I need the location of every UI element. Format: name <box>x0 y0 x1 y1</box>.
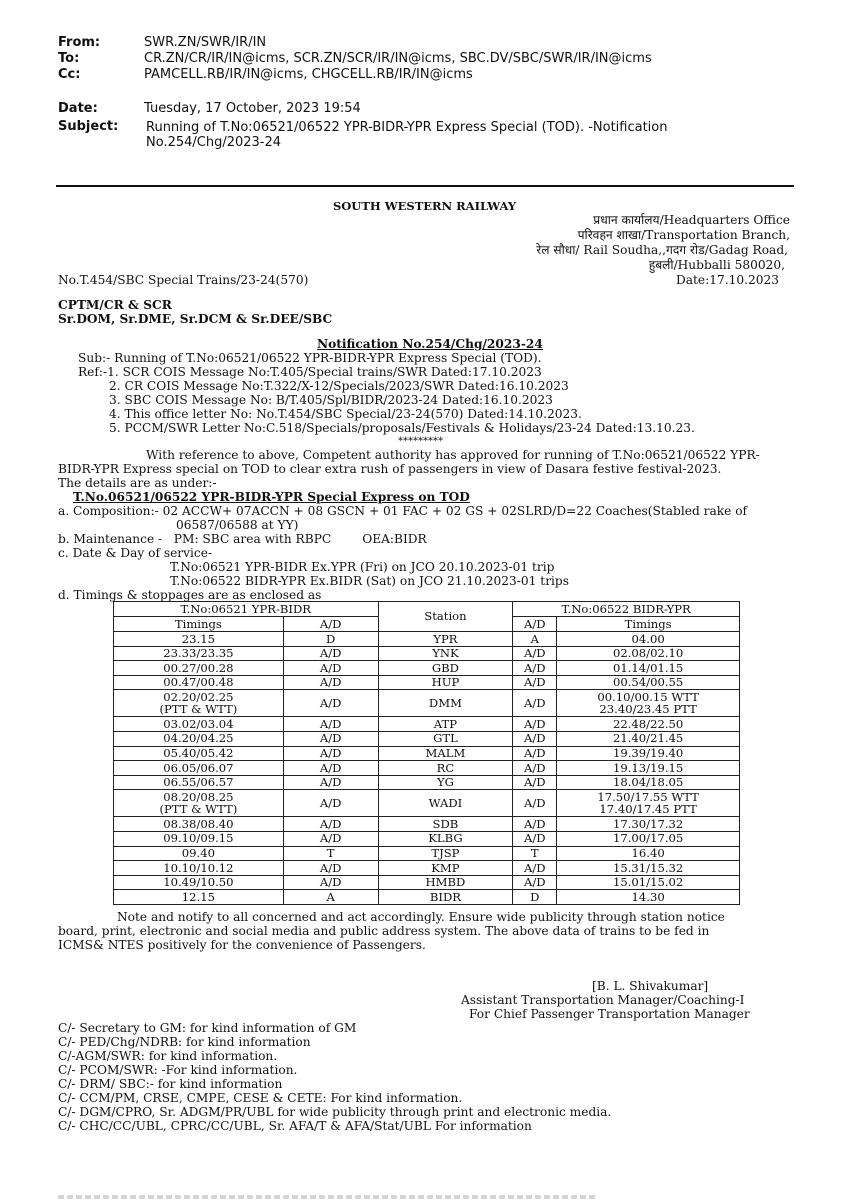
up-ad-cell: A/D <box>283 790 378 817</box>
cc-label: Cc: <box>58 67 81 82</box>
up-timing-cell: 10.10/10.12 <box>114 861 284 876</box>
station-cell: ATP <box>378 717 513 732</box>
station-cell: WADI <box>378 790 513 817</box>
station-cell: HUP <box>378 675 513 690</box>
down-timing-cell: 19.13/19.15 <box>557 761 740 776</box>
note-line-1: Note and notify to all concerned and act accordingly. Ensure wide publicity through station notice <box>117 910 725 924</box>
ref-item: 3. SBC COIS Message No: B/T.405/Spl/BIDR/2023-24 Dated:16.10.2023 <box>109 393 553 407</box>
copy-line: C/-AGM/SWR: for kind information. <box>58 1049 278 1063</box>
subject-label: Subject: <box>58 119 119 134</box>
up-ad-cell: A/D <box>283 661 378 676</box>
down-timing-cell: 01.14/01.15 <box>557 661 740 676</box>
from-label: From: <box>58 35 101 50</box>
station-cell: TJSP <box>378 846 513 861</box>
down-timing-cell: 00.10/00.15 WTT 23.40/23.45 PTT <box>557 690 740 717</box>
up-timing-cell: 08.20/08.25 (PTT & WTT) <box>114 790 284 817</box>
timetable-row <box>114 890 740 905</box>
notification-title: Notification No.254/Chg/2023-24 <box>317 337 543 351</box>
up-ad-cell: A/D <box>283 731 378 746</box>
timetable-row <box>114 846 740 861</box>
down-timing-cell: 21.40/21.45 <box>557 731 740 746</box>
subject-text: Sub:- Running of T.No:06521/06522 YPR-BIDR-YPR Express Special (TOD). <box>78 351 542 365</box>
up-timing-cell: 04.20/04.25 <box>114 731 284 746</box>
station-header: Station <box>378 602 513 632</box>
copy-line: C/- DRM/ SBC:- for kind information <box>58 1077 283 1091</box>
up-ad-cell: A/D <box>283 831 378 846</box>
body-line-3: The details are as under:- <box>58 476 217 490</box>
timetable-row <box>114 817 740 832</box>
station-cell: YNK <box>378 646 513 661</box>
ref-item: 4. This office letter No: No.T.454/SBC Special/23-24(570) Dated:14.10.2023. <box>109 407 582 421</box>
down-ad-cell: A/D <box>513 817 557 832</box>
up-timing-cell: 00.47/00.48 <box>114 675 284 690</box>
down-ad-cell: A/D <box>513 731 557 746</box>
ref-item: Ref:-1. SCR COIS Message No:T.405/Special trains/SWR Dated:17.10.2023 <box>78 365 542 379</box>
timings-intro: d. Timings & stoppages are as enclosed as <box>58 588 322 602</box>
copy-line: C/- PED/Chg/NDRB: for kind information <box>58 1035 311 1049</box>
timings-header: Timings <box>114 617 284 632</box>
right-train-header: T.No:06522 BIDR-YPR <box>513 602 740 617</box>
up-ad-cell: A/D <box>283 875 378 890</box>
left-train-header: T.No:06521 YPR-BIDR <box>114 602 379 617</box>
down-ad-cell: A/D <box>513 690 557 717</box>
address-line-2: हुबली/Hubballi 580020, <box>648 258 785 272</box>
maintenance-line: b. Maintenance - PM: SBC area with RBPC OEA:BIDR <box>58 532 427 546</box>
up-ad-cell: T <box>283 846 378 861</box>
down-timing-cell: 17.30/17.32 <box>557 817 740 832</box>
down-ad-cell: A/D <box>513 661 557 676</box>
down-timing-cell: 14.30 <box>557 890 740 905</box>
to-value: CR.ZN/CR/IR/IN@icms, SCR.ZN/SCR/IR/IN@icms, SBC.DV/SBC/SWR/IR/IN@icms <box>144 51 652 66</box>
timetable-row <box>114 861 740 876</box>
timetable-body <box>114 632 740 905</box>
down-timing-cell: 22.48/22.50 <box>557 717 740 732</box>
date-day-line: c. Date & Day of service- <box>58 546 213 560</box>
up-timing-cell: 08.38/08.40 <box>114 817 284 832</box>
date-label: Date: <box>58 101 98 116</box>
down-ad-cell: A/D <box>513 775 557 790</box>
down-timing-cell: 00.54/00.55 <box>557 675 740 690</box>
station-cell: HMBD <box>378 875 513 890</box>
cut-off-footer-line <box>58 1195 598 1199</box>
timetable <box>113 601 740 905</box>
down-timing-cell: 15.01/15.02 <box>557 875 740 890</box>
note-line-3: ICMS& NTES positively for the convenience of Passengers. <box>58 938 426 952</box>
up-ad-cell: A/D <box>283 861 378 876</box>
timetable-row <box>114 790 740 817</box>
down-timing-cell: 18.04/18.05 <box>557 775 740 790</box>
note-line-2: board, print, electronic and social media and public address system. The above data of trains to be fed in <box>58 924 710 938</box>
to-label: To: <box>58 51 80 66</box>
timetable-row <box>114 775 740 790</box>
down-ad-cell: A/D <box>513 646 557 661</box>
up-timing-cell: 23.15 <box>114 632 284 647</box>
signatory-for: For Chief Passenger Transportation Manager <box>469 1007 750 1021</box>
subject-line-2: No.254/Chg/2023-24 <box>146 135 282 150</box>
down-ad-cell: A/D <box>513 790 557 817</box>
down-ad-cell: D <box>513 890 557 905</box>
timetable-row <box>114 761 740 776</box>
train-heading: T.No.06521/06522 YPR-BIDR-YPR Special Express on TOD <box>73 490 470 504</box>
up-ad-cell: A <box>283 890 378 905</box>
station-cell: SDB <box>378 817 513 832</box>
timetable-row <box>114 831 740 846</box>
composition-line-1: a. Composition:- 02 ACCW+ 07ACCN + 08 GSCN + 01 FAC + 02 GS + 02SLRD/D=22 Coaches(Stabled rake of <box>58 504 748 518</box>
up-timing-cell: 23.33/23.35 <box>114 646 284 661</box>
timetable-row <box>114 690 740 717</box>
ad-header: A/D <box>283 617 378 632</box>
up-ad-cell: A/D <box>283 675 378 690</box>
timetable-row <box>114 646 740 661</box>
down-ad-cell: A/D <box>513 875 557 890</box>
down-ad-cell: A/D <box>513 746 557 761</box>
up-timing-cell: 06.55/06.57 <box>114 775 284 790</box>
down-timing-cell: 16.40 <box>557 846 740 861</box>
station-cell: BIDR <box>378 890 513 905</box>
copy-line: C/- PCOM/SWR: -For kind information. <box>58 1063 298 1077</box>
timetable-row <box>114 632 740 647</box>
up-timing-cell: 09.10/09.15 <box>114 831 284 846</box>
up-timing-cell: 06.05/06.07 <box>114 761 284 776</box>
station-cell: YG <box>378 775 513 790</box>
up-timing-cell: 03.02/03.04 <box>114 717 284 732</box>
timetable-row <box>114 717 740 732</box>
station-cell: KMP <box>378 861 513 876</box>
up-ad-cell: A/D <box>283 646 378 661</box>
timings-header: Timings <box>557 617 740 632</box>
timetable-row <box>114 661 740 676</box>
ad-header: A/D <box>513 617 557 632</box>
down-ad-cell: T <box>513 846 557 861</box>
down-timing-cell: 04.00 <box>557 632 740 647</box>
up-ad-cell: A/D <box>283 746 378 761</box>
up-ad-cell: A/D <box>283 690 378 717</box>
up-timing-cell: 05.40/05.42 <box>114 746 284 761</box>
ref-item: 2. CR COIS Message No:T.322/X-12/Specials/2023/SWR Dated:16.10.2023 <box>109 379 569 393</box>
down-ad-cell: A/D <box>513 861 557 876</box>
station-cell: MALM <box>378 746 513 761</box>
from-value: SWR.ZN/SWR/IR/IN <box>144 35 267 50</box>
up-ad-cell: D <box>283 632 378 647</box>
ref-item: 5. PCCM/SWR Letter No:C.518/Specials/proposals/Festivals & Holidays/23-24 Dated:13.10.23. <box>109 421 695 435</box>
office-line: प्रधान कार्यालय/Headquarters Office <box>593 213 790 227</box>
station-cell: RC <box>378 761 513 776</box>
copy-line: C/- DGM/CPRO, Sr. ADGM/PR/UBL for wide publicity through print and electronic media. <box>58 1105 612 1119</box>
copy-line: C/- Secretary to GM: for kind information of GM <box>58 1021 357 1035</box>
down-timing-cell: 17.50/17.55 WTT 17.40/17.45 PTT <box>557 790 740 817</box>
down-timing-cell: 15.31/15.32 <box>557 861 740 876</box>
date-value: Tuesday, 17 October, 2023 19:54 <box>144 101 361 116</box>
addressee-line-1: CPTM/CR & SCR <box>58 298 172 312</box>
signatory-name: [B. L. Shivakumar] <box>592 979 709 993</box>
separator: ********* <box>398 436 443 447</box>
up-timing-cell: 02.20/02.25 (PTT & WTT) <box>114 690 284 717</box>
address-line-1: रेल सौधा/ Rail Soudha,,गदग रोड/Gadag Road, <box>536 243 788 257</box>
service-line-1: T.No:06521 YPR-BIDR Ex.YPR (Fri) on JCO 20.10.2023-01 trip <box>170 560 555 574</box>
station-cell: YPR <box>378 632 513 647</box>
body-line-1: With reference to above, Competent authority has approved for running of T.No:06521/06522 YPR- <box>146 448 760 462</box>
composition-line-2: 06587/06588 at YY) <box>176 518 299 532</box>
reference-number: No.T.454/SBC Special Trains/23-24(570) <box>58 273 309 287</box>
station-cell: GTL <box>378 731 513 746</box>
up-ad-cell: A/D <box>283 761 378 776</box>
down-ad-cell: A/D <box>513 717 557 732</box>
body-line-2: BIDR-YPR Express special on TOD to clear extra rush of passengers in view of Dasara festive festival-2023. <box>58 462 722 476</box>
timetable-row <box>114 746 740 761</box>
addressee-line-2: Sr.DOM, Sr.DME, Sr.DCM & Sr.DEE/SBC <box>58 312 333 326</box>
branch-line: परिवहन शाखा/Transportation Branch, <box>577 228 790 242</box>
down-timing-cell: 17.00/17.05 <box>557 831 740 846</box>
subject-line-1: Running of T.No:06521/06522 YPR-BIDR-YPR Express Special (TOD). -Notification <box>146 120 668 135</box>
timetable-row <box>114 675 740 690</box>
down-ad-cell: A <box>513 632 557 647</box>
up-ad-cell: A/D <box>283 775 378 790</box>
down-ad-cell: A/D <box>513 831 557 846</box>
org-name: SOUTH WESTERN RAILWAY <box>332 199 517 213</box>
up-timing-cell: 09.40 <box>114 846 284 861</box>
station-cell: GBD <box>378 661 513 676</box>
up-timing-cell: 10.49/10.50 <box>114 875 284 890</box>
copy-line: C/- CCM/PM, CRSE, CMPE, CESE & CETE: For kind information. <box>58 1091 463 1105</box>
station-cell: DMM <box>378 690 513 717</box>
header-divider <box>56 185 794 187</box>
up-ad-cell: A/D <box>283 717 378 732</box>
timetable-row <box>114 731 740 746</box>
station-cell: KLBG <box>378 831 513 846</box>
up-timing-cell: 00.27/00.28 <box>114 661 284 676</box>
service-line-2: T.No:06522 BIDR-YPR Ex.BIDR (Sat) on JCO 21.10.2023-01 trips <box>170 574 569 588</box>
down-timing-cell: 19.39/19.40 <box>557 746 740 761</box>
down-ad-cell: A/D <box>513 675 557 690</box>
down-ad-cell: A/D <box>513 761 557 776</box>
copy-line: C/- CHC/CC/UBL, CPRC/CC/UBL, Sr. AFA/T & AFA/Stat/UBL For information <box>58 1119 532 1133</box>
cc-value: PAMCELL.RB/IR/IN@icms, CHGCELL.RB/IR/IN@icms <box>144 67 473 82</box>
letter-date: Date:17.10.2023 <box>675 273 779 287</box>
timetable-row <box>114 875 740 890</box>
up-ad-cell: A/D <box>283 817 378 832</box>
up-timing-cell: 12.15 <box>114 890 284 905</box>
down-timing-cell: 02.08/02.10 <box>557 646 740 661</box>
signatory-title: Assistant Transportation Manager/Coaching-I <box>461 993 745 1007</box>
